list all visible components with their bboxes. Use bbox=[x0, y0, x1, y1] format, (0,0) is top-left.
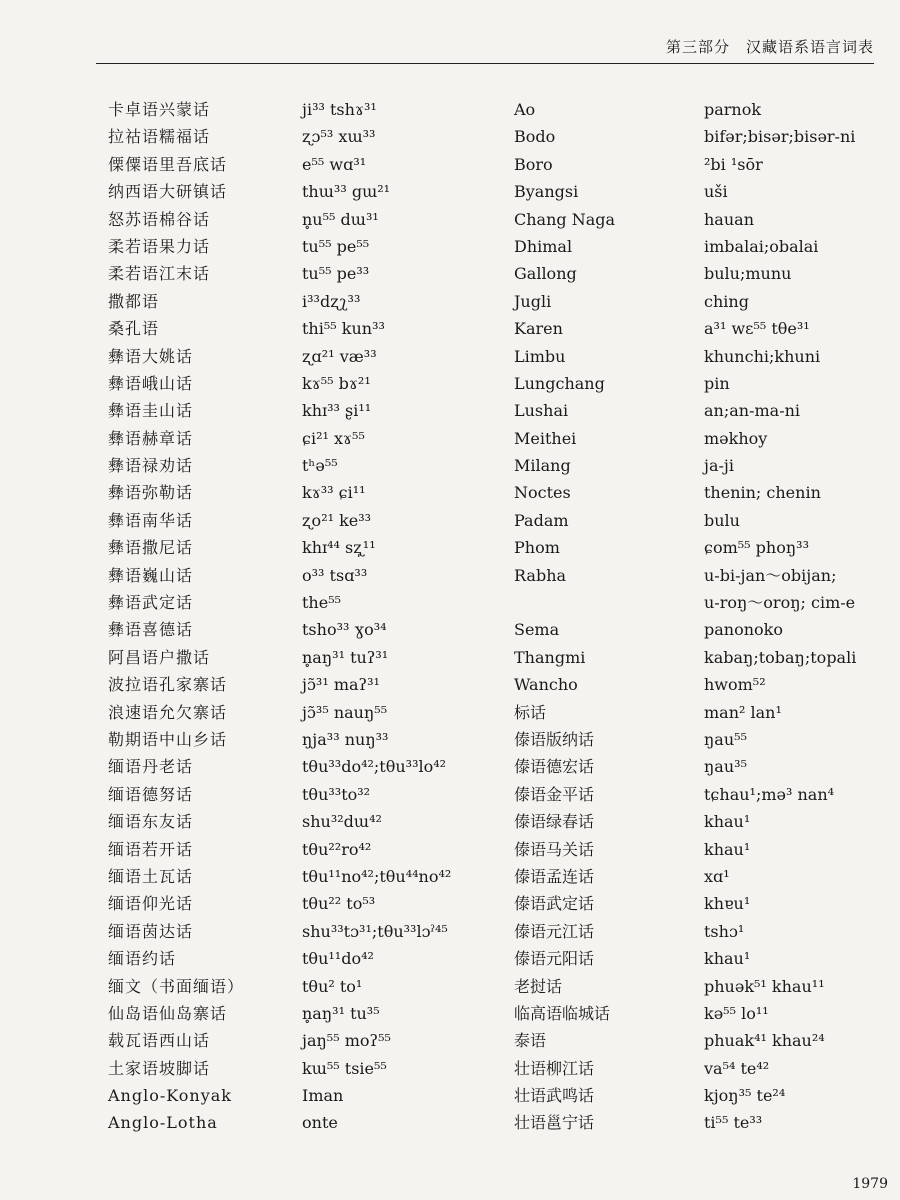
word-form: ʐɑ²¹ væ³³ bbox=[302, 346, 377, 366]
language-name-column-left bbox=[108, 96, 288, 1137]
language-name: 傣语孟连话 bbox=[514, 866, 595, 886]
header-rule bbox=[96, 63, 874, 64]
language-name: 缅文（书面缅语） bbox=[108, 976, 245, 996]
word-form: tθu¹¹do⁴² bbox=[302, 949, 374, 969]
language-name: 缅语德努话 bbox=[108, 784, 194, 804]
language-name: 波拉语孔家寨话 bbox=[108, 675, 228, 695]
language-name: 傣语元阳话 bbox=[514, 949, 595, 969]
word-form: kjoŋ³⁵ te²⁴ bbox=[704, 1086, 786, 1106]
language-name: 壮语武鸣话 bbox=[514, 1086, 595, 1106]
word-form: thi⁵⁵ kun³³ bbox=[302, 319, 385, 339]
language-name: Sema bbox=[514, 620, 560, 640]
language-name: Noctes bbox=[514, 483, 571, 503]
language-name: 傣语德宏话 bbox=[514, 757, 595, 777]
language-name: Phom bbox=[514, 538, 560, 558]
language-name: 柔若语江末话 bbox=[108, 264, 211, 284]
language-name: 纳西语大研镇话 bbox=[108, 182, 228, 202]
language-name: 彝语武定话 bbox=[108, 593, 194, 613]
language-name: 土家语坡脚话 bbox=[108, 1058, 211, 1078]
word-form: bulu;munu bbox=[704, 264, 792, 284]
language-name: 泰语 bbox=[514, 1031, 547, 1051]
word-form: tθu²²ro⁴² bbox=[302, 839, 372, 859]
word-form: ti⁵⁵ te³³ bbox=[704, 1113, 763, 1133]
word-form: onte bbox=[302, 1113, 338, 1133]
word-form: bulu bbox=[704, 510, 740, 530]
word-form: hauan bbox=[704, 209, 754, 229]
language-name: Thangmi bbox=[514, 647, 586, 667]
language-name: 彝语圭山话 bbox=[108, 401, 194, 421]
word-form: bifər;bisər;bisər-ni bbox=[704, 127, 856, 147]
word-form: tɕhau¹;mə³ nan⁴ bbox=[704, 784, 835, 804]
language-name: Dhimal bbox=[514, 236, 573, 256]
language-name: Meithei bbox=[514, 428, 577, 448]
language-name: 桑孔语 bbox=[108, 319, 160, 339]
language-name: Lungchang bbox=[514, 373, 605, 393]
language-name: 老挝话 bbox=[514, 976, 563, 996]
language-name: 傣语金平话 bbox=[514, 784, 595, 804]
word-form: phuak⁴¹ khau²⁴ bbox=[704, 1031, 825, 1051]
word-form: uši bbox=[704, 182, 728, 202]
word-form: tʰə⁵⁵ bbox=[302, 456, 338, 476]
word-form: tθu²² to⁵³ bbox=[302, 894, 376, 914]
word-form: the⁵⁵ bbox=[302, 593, 342, 613]
word-form: tshɔ¹ bbox=[704, 921, 745, 941]
language-name: 壮语柳江话 bbox=[514, 1058, 595, 1078]
language-name: 傈僳语里吾底话 bbox=[108, 154, 228, 174]
word-form: man² lan¹ bbox=[704, 702, 782, 722]
language-name: Jugli bbox=[514, 291, 552, 311]
word-form: xɑ¹ bbox=[704, 866, 730, 886]
word-form: jɔ̃³⁵ nauŋ⁵⁵ bbox=[302, 702, 388, 722]
word-form: ŋau³⁵ bbox=[704, 757, 747, 777]
language-name: 缅语土瓦话 bbox=[108, 866, 194, 886]
word-form: khɪ³³ ʂi¹¹ bbox=[302, 401, 372, 421]
language-name: 拉祜语糯福话 bbox=[108, 127, 211, 147]
word-form: kabaŋ;tobaŋ;topali bbox=[704, 647, 857, 667]
word-form: kɤ³³ ɕi¹¹ bbox=[302, 483, 366, 503]
word-form: n̥u⁵⁵ dɯ³¹ bbox=[302, 209, 379, 229]
word-form: tu⁵⁵ pe³³ bbox=[302, 264, 370, 284]
word-form: a³¹ wɛ⁵⁵ tθe³¹ bbox=[704, 319, 810, 339]
language-name: 彝语赫章话 bbox=[108, 428, 194, 448]
word-form: ŋau⁵⁵ bbox=[704, 729, 747, 749]
language-name: 彝语峨山话 bbox=[108, 373, 194, 393]
language-name: Wancho bbox=[514, 675, 578, 695]
language-name: 彝语禄劝话 bbox=[108, 456, 194, 476]
language-name: 彝语撒尼话 bbox=[108, 538, 194, 558]
language-name: Anglo-Konyak bbox=[108, 1086, 232, 1106]
language-name: 仙岛语仙岛寨话 bbox=[108, 1003, 228, 1023]
language-name: Gallong bbox=[514, 264, 577, 284]
word-form-column-right bbox=[704, 96, 894, 1137]
word-form: imbalai;obalai bbox=[704, 236, 819, 256]
language-name: Ao bbox=[514, 100, 536, 119]
language-name: Bodo bbox=[514, 127, 556, 147]
word-form: jɔ̃³¹ maʔ³¹ bbox=[302, 675, 380, 695]
word-form: khunchi;khuni bbox=[704, 346, 821, 366]
word-form: tθu² to¹ bbox=[302, 976, 363, 996]
language-name: Byangsi bbox=[514, 182, 579, 202]
word-form: parnok bbox=[704, 100, 762, 119]
language-name: Karen bbox=[514, 319, 563, 339]
language-name: 缅语茵达话 bbox=[108, 921, 194, 941]
language-name-column-right bbox=[514, 96, 694, 1137]
language-name bbox=[514, 589, 694, 616]
word-form: tθu¹¹no⁴²;tθu⁴⁴no⁴² bbox=[302, 866, 452, 886]
language-name: 阿昌语户撒话 bbox=[108, 647, 211, 667]
language-name: Milang bbox=[514, 456, 571, 476]
word-form: ji³³ tshɤ³¹ bbox=[302, 100, 377, 119]
word-form: khɐu¹ bbox=[704, 894, 751, 914]
language-name: 缅语若开话 bbox=[108, 839, 194, 859]
word-form: kə⁵⁵ lo¹¹ bbox=[704, 1003, 769, 1023]
word-form: ɕi²¹ xɤ⁵⁵ bbox=[302, 428, 365, 448]
language-name: 缅语仰光话 bbox=[108, 894, 194, 914]
word-form: tθu³³do⁴²;tθu³³lo⁴² bbox=[302, 757, 447, 777]
page-number: 1979 bbox=[852, 1176, 888, 1192]
language-name: 傣语元江话 bbox=[514, 921, 595, 941]
word-form: kɯ⁵⁵ tsie⁵⁵ bbox=[302, 1058, 387, 1078]
word-form: u-roŋ～oroŋ; cim-e bbox=[704, 593, 856, 613]
word-form: tθu³³to³² bbox=[302, 784, 371, 804]
language-name: Limbu bbox=[514, 346, 566, 366]
language-name: 柔若语果力话 bbox=[108, 236, 211, 256]
word-form: ɕom⁵⁵ phoŋ³³ bbox=[704, 538, 809, 558]
word-form: ŋja³³ nuŋ³³ bbox=[302, 729, 389, 749]
word-form: ʐo²¹ ke³³ bbox=[302, 510, 372, 530]
word-form: hwom⁵² bbox=[704, 675, 766, 695]
word-form: n̥aŋ³¹ tu³⁵ bbox=[302, 1003, 380, 1023]
language-name: Lushai bbox=[514, 401, 569, 421]
language-name: 彝语巍山话 bbox=[108, 565, 194, 585]
word-form: khɪ⁴⁴ sʐ̩¹¹ bbox=[302, 538, 376, 558]
word-form: shu³³tɔ³¹;tθu³³lɔˀ⁴⁵ bbox=[302, 921, 448, 941]
language-name: 傣语马关话 bbox=[514, 839, 595, 859]
word-form: məkhoy bbox=[704, 428, 768, 448]
word-form: khau¹ bbox=[704, 839, 751, 859]
language-name: 载瓦语西山话 bbox=[108, 1031, 211, 1051]
word-form: ʐɔ⁵³ xɯ³³ bbox=[302, 127, 376, 147]
language-name: 傣语武定话 bbox=[514, 894, 595, 914]
running-header-title: 第三部分 汉藏语系语言词表 bbox=[665, 38, 874, 56]
word-form: thenin; chenin bbox=[704, 483, 821, 503]
page-header bbox=[0, 0, 900, 70]
language-name: Anglo-Lotha bbox=[108, 1113, 218, 1133]
word-form: tsho³³ ɣo³⁴ bbox=[302, 620, 387, 640]
word-form: o³³ tsɑ³³ bbox=[302, 565, 368, 585]
language-name: 彝语大姚话 bbox=[108, 346, 194, 366]
language-name: 缅语约话 bbox=[108, 949, 177, 969]
language-name: 彝语南华话 bbox=[108, 510, 194, 530]
word-form: i³³dʐʅ³³ bbox=[302, 291, 361, 311]
word-form: ching bbox=[704, 291, 749, 311]
word-form: khau¹ bbox=[704, 949, 751, 969]
language-name: 傣语绿春话 bbox=[514, 812, 595, 832]
language-name: Padam bbox=[514, 510, 569, 530]
word-form: thɯ³³ gɯ²¹ bbox=[302, 182, 391, 202]
language-name: Boro bbox=[514, 154, 553, 174]
word-form: kɤ⁵⁵ bɤ²¹ bbox=[302, 373, 371, 393]
word-form: jaŋ⁵⁵ moʔ⁵⁵ bbox=[302, 1031, 391, 1051]
language-name: 壮语邕宁话 bbox=[514, 1113, 595, 1133]
language-name: 缅语丹老话 bbox=[108, 757, 194, 777]
language-name: 彝语喜德话 bbox=[108, 620, 194, 640]
word-form: pin bbox=[704, 373, 730, 393]
word-form: phuək⁵¹ khau¹¹ bbox=[704, 976, 825, 996]
language-name: 彝语弥勒话 bbox=[108, 483, 194, 503]
language-name: 怒苏语棉谷话 bbox=[108, 209, 211, 229]
word-form: khau¹ bbox=[704, 812, 751, 832]
language-name: 标话 bbox=[514, 702, 547, 722]
word-form: an;an-ma-ni bbox=[704, 401, 801, 421]
word-form: e⁵⁵ wɑ³¹ bbox=[302, 154, 367, 174]
word-form: n̥aŋ³¹ tuʔ³¹ bbox=[302, 647, 389, 667]
language-name: 卡卓语兴蒙话 bbox=[108, 100, 211, 119]
word-form: u-bi-jan～obijan; bbox=[704, 565, 837, 585]
language-name: 缅语东友话 bbox=[108, 812, 194, 832]
language-name: 撒都语 bbox=[108, 291, 160, 311]
language-name: Chang Naga bbox=[514, 209, 616, 229]
word-form: ja-ji bbox=[704, 456, 734, 476]
word-form: ²bi ¹sōr bbox=[704, 154, 763, 174]
word-form: va⁵⁴ te⁴² bbox=[704, 1058, 770, 1078]
word-form: panonoko bbox=[704, 620, 783, 640]
word-form: tu⁵⁵ pe⁵⁵ bbox=[302, 236, 370, 256]
language-name: 傣语版纳话 bbox=[514, 729, 595, 749]
word-form-column-left bbox=[302, 96, 502, 1137]
word-form: Iman bbox=[302, 1086, 344, 1106]
language-name: Rabha bbox=[514, 565, 567, 585]
language-name: 临高语临城话 bbox=[514, 1003, 611, 1023]
language-name: 浪速语允欠寨话 bbox=[108, 702, 228, 722]
word-form: shu³²dɯ⁴² bbox=[302, 812, 382, 832]
language-name: 勒期语中山乡话 bbox=[108, 729, 228, 749]
